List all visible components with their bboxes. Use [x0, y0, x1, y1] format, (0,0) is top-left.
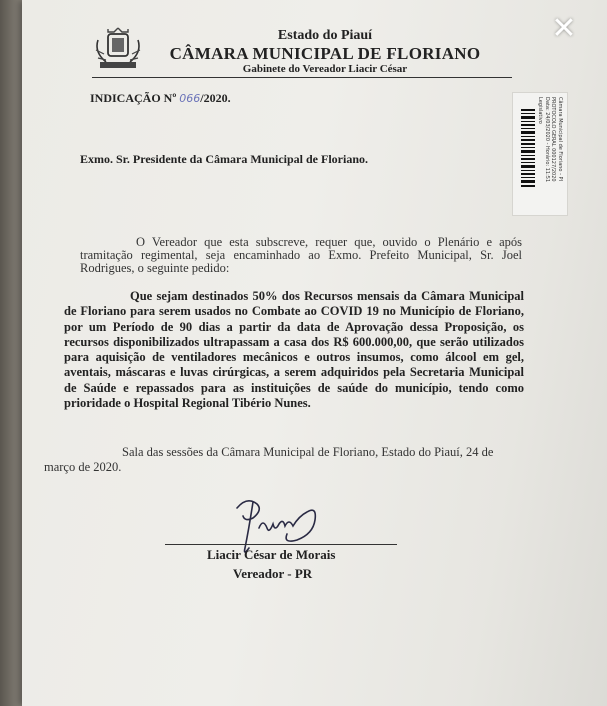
- indicacao-label: INDICAÇÃO Nº: [90, 91, 177, 105]
- stamp-text: Câmara Municipal de Floriano - PI PROTOCOLO GERAL 000127/2020 Data: 24/03/2020 - Horário: 11:51 Legislativo: [537, 97, 563, 183]
- header-divider: [92, 77, 512, 78]
- background-edge: [0, 0, 22, 706]
- paragraph-request: O Vereador que esta subscreve, requer que, ouvido o Plenário e após tramitação regimental, seja encaminhado ao Exmo. Prefeito Municipal, Sr. Joel Rodrigues, o seguinte pedido:: [80, 235, 522, 275]
- header-chamber: CÂMARA MUNICIPAL DE FLORIANO: [169, 44, 481, 63]
- paragraph-proposal: Que sejam destinados 50% dos Recursos mensais da Câmara Municipal de Floriano para serem usados no Combate ao COVID 19 no Município de Floriano, por um Período de 90 dias a partir da data de Aprovação dessa Proposição, os recursos disponibilizados ultrapassam a casa dos R$ 600.000,00, que serão utilizados para aquisição de ventiladores mecânicos e outros insumos, como álcool em gel, aventais, máscaras e luvas cirúrgicas, a serem adquiridos pela Secretaria Municipal de Saúde e repassados para as instituições de saúde do município, tendo como prioridade o Hospital Regional Tibério Nunes.: [64, 289, 524, 411]
- barcode-icon: [521, 109, 535, 187]
- signer-name: Liacir César de Morais: [207, 547, 336, 562]
- indicacao-year: /2020.: [200, 91, 231, 105]
- header-state: Estado do Piauí: [277, 28, 373, 43]
- signature-line: [165, 544, 397, 545]
- indicacao-number: 066: [179, 92, 201, 105]
- header-office: Gabinete do Vereador Liacir César: [242, 63, 408, 75]
- municipal-crest-icon: [92, 26, 144, 70]
- addressee: Exmo. Sr. Presidente da Câmara Municipal de Floriano.: [80, 152, 368, 166]
- signer-role: Vereador - PR: [233, 566, 313, 581]
- protocol-stamp: [512, 92, 568, 216]
- close-icon[interactable]: ✕: [551, 11, 577, 46]
- indicacao-line: [90, 91, 231, 106]
- closing-date: Sala das sessões da Câmara Municipal de Floriano, Estado do Piauí, 24 de março de 2020.: [44, 445, 494, 474]
